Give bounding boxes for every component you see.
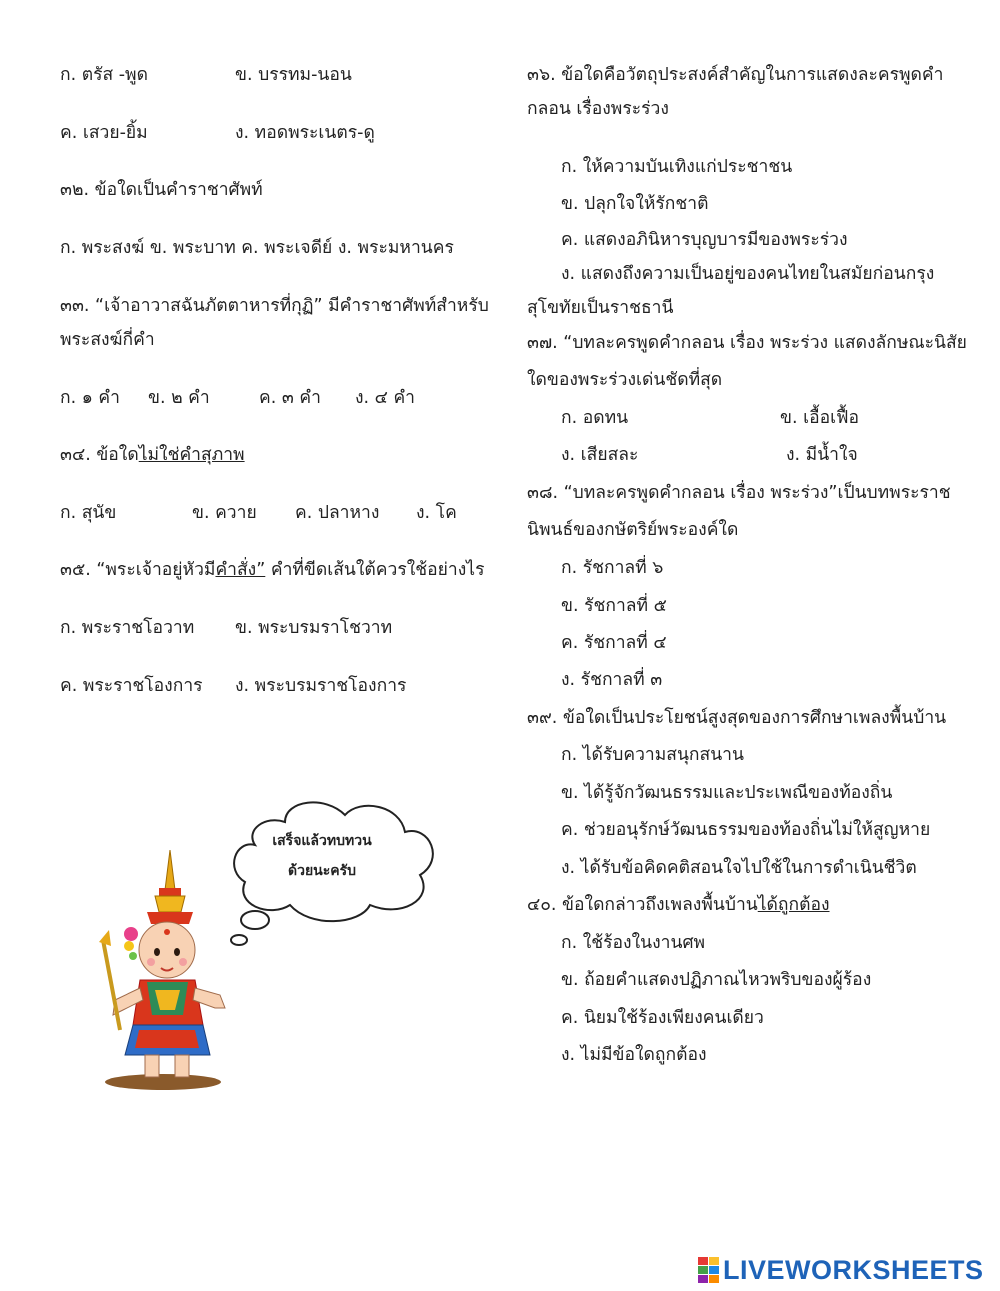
question-39-option-a: ก. ได้รับความสนุกสนาน <box>561 745 744 765</box>
question-37-line1: ๓๗. “บทละครพูดคำกลอน เรื่อง พระร่วง แสดงลักษณะนิสัย <box>527 333 967 353</box>
question-34-prefix: ๓๔. ข้อใด <box>60 445 139 465</box>
question-38-option-b: ข. รัชกาลที่ ๕ <box>561 596 667 616</box>
question-38-option-d: ง. รัชกาลที่ ๓ <box>561 670 663 690</box>
question-40-option-b: ข. ถ้อยคำแสดงปฏิภาณไหวพริบของผู้ร้อง <box>561 970 872 990</box>
question-36-option-c: ค. แสดงอภินิหารบุญบารมีของพระร่วง <box>561 230 848 250</box>
question-33-option-d: ง. ๔ คำ <box>355 388 416 408</box>
question-40-prefix: ๔๐. ข้อใดกล่าวถึงเพลงพื้นบ้าน <box>527 895 758 915</box>
question-36-option-b: ข. ปลุกใจให้รักชาติ <box>561 194 709 214</box>
question-33-option-a: ก. ๑ คำ <box>60 388 120 408</box>
logo-text: LIVEWORKSHEETS <box>723 1254 984 1285</box>
prev-option-a: ก. ตรัส -พูด <box>60 65 148 85</box>
question-37-option-c: ง. เสียสละ <box>561 445 639 465</box>
question-34-option-c: ค. ปลาหาง <box>295 503 380 523</box>
question-32-options: ก. พระสงฆ์ ข. พระบาท ค. พระเจดีย์ ง. พระมหานคร <box>60 238 454 258</box>
question-39-option-d: ง. ได้รับข้อคิดคติสอนใจไปใช้ในการดำเนินชีวิต <box>561 858 917 878</box>
question-36-option-a: ก. ให้ความบันเทิงแก่ประชาชน <box>561 157 793 177</box>
question-38-line1: ๓๘. “บทละครพูดคำกลอน เรื่อง พระร่วง”เป็นบทพระราช <box>527 483 951 503</box>
question-34-underlined: ไม่ใช่คำสุภาพ <box>138 445 245 465</box>
question-35-option-d: ง. พระบรมราชโองการ <box>235 676 407 696</box>
liveworksheets-logo[interactable] <box>698 1255 984 1285</box>
prev-option-c: ค. เสวย-ยิ้ม <box>60 123 148 143</box>
question-38-line2: นิพนธ์ของกษัตริย์พระองค์ใด <box>527 520 739 540</box>
question-37-option-b: ข. เอื้อเฟื้อ <box>780 408 859 428</box>
question-39: ๓๙. ข้อใดเป็นประโยชน์สูงสุดของการศึกษาเพลงพื้นบ้าน <box>527 708 947 728</box>
question-35-option-c: ค. พระราชโองการ <box>60 676 203 696</box>
question-36-line2: กลอน เรื่องพระร่วง <box>527 99 669 119</box>
question-35-prefix: ๓๕. “พระเจ้าอยู่หัวมี <box>60 560 216 580</box>
question-35-option-a: ก. พระราชโอวาท <box>60 618 195 638</box>
question-35-option-b: ข. พระบรมราโชวาท <box>235 618 393 638</box>
bubble-line2: ด้วยนะครับ <box>287 863 357 879</box>
prev-option-b: ข. บรรทม-นอน <box>235 65 352 85</box>
question-36-option-d-line1: ง. แสดงถึงความเป็นอยู่ของคนไทยในสมัยก่อนกรุง <box>561 264 935 284</box>
question-34 <box>60 443 245 467</box>
prev-option-d: ง. ทอดพระเนตร-ดู <box>235 123 375 143</box>
question-35 <box>60 558 484 582</box>
question-36-line1: ๓๖. ข้อใดคือวัตถุประสงค์สำคัญในการแสดงละครพูดคำ <box>527 65 944 85</box>
question-33-line1: ๓๓. “เจ้าอาวาสฉันภัตตาหารที่กุฏิ” มีคำราชาศัพท์สำหรับ <box>60 296 489 316</box>
question-40-option-d: ง. ไม่มีข้อใดถูกต้อง <box>561 1045 707 1065</box>
question-37-option-d: ง. มีน้ำใจ <box>786 445 858 465</box>
question-38-option-c: ค. รัชกาลที่ ๔ <box>561 633 667 653</box>
bubble-line1: เสร็จแล้วทบทวน <box>272 833 372 849</box>
question-34-option-d: ง. โค <box>416 503 457 523</box>
question-40-underlined: ได้ถูกต้อง <box>757 895 830 915</box>
question-36-option-d-line2: สุโขทัยเป็นราชธานี <box>527 298 674 318</box>
question-35-underlined: คำสั่ง” <box>215 560 266 580</box>
logo-blocks-icon <box>698 1257 719 1283</box>
question-40-option-a: ก. ใช้ร้องในงานศพ <box>561 933 706 953</box>
question-37-line2: ใดของพระร่วงเด่นชัดที่สุด <box>527 370 723 390</box>
question-38-option-a: ก. รัชกาลที่ ๖ <box>561 558 664 578</box>
question-40-option-c: ค. นิยมใช้ร้องเพียงคนเดียว <box>561 1008 764 1028</box>
question-39-option-c: ค. ช่วยอนุรักษ์วัฒนธรรมของท้องถิ่นไม่ให้สูญหาย <box>561 820 931 840</box>
thai-dancer-illustration <box>95 850 235 1095</box>
question-35-suffix: คำที่ขีดเส้นใต้ควรใช้อย่างไร <box>265 560 485 580</box>
question-33-option-b: ข. ๒ คำ <box>148 388 210 408</box>
question-37-option-a: ก. อดทน <box>561 408 629 428</box>
stage-shadow <box>105 1074 221 1090</box>
question-40 <box>527 893 830 917</box>
question-32: ๓๒. ข้อใดเป็นคำราชาศัพท์ <box>60 180 263 200</box>
question-33-option-c: ค. ๓ คำ <box>259 388 321 408</box>
question-33-line2: พระสงฆ์กี่คำ <box>60 330 155 350</box>
question-34-option-b: ข. ควาย <box>192 503 257 523</box>
question-34-option-a: ก. สุนัข <box>60 503 117 523</box>
question-39-option-b: ข. ได้รู้จักวัฒนธรรมและประเพณีของท้องถิ่น <box>561 783 893 803</box>
